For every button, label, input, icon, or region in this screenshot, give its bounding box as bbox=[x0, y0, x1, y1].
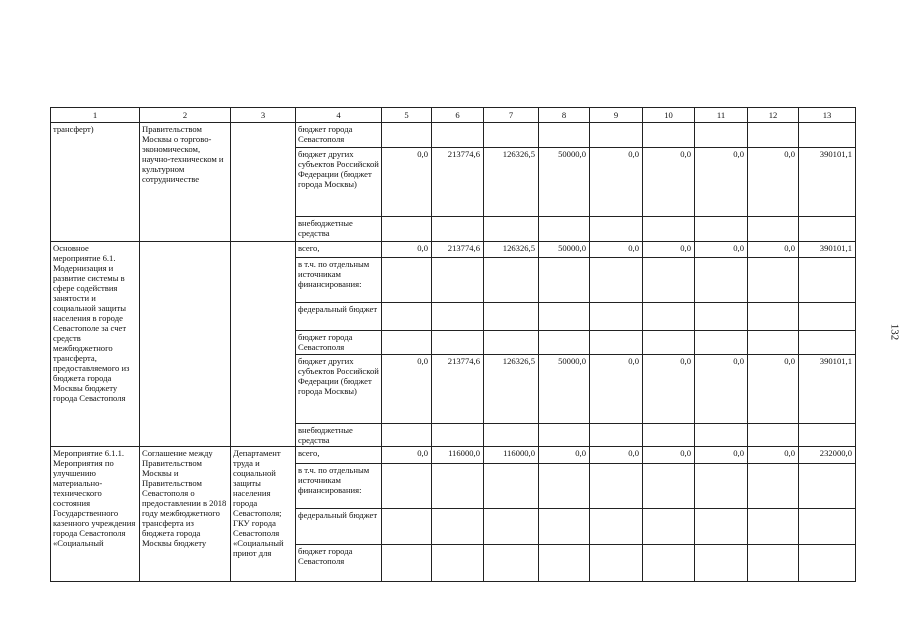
header-cell: 10 bbox=[643, 108, 695, 123]
value-cell bbox=[432, 331, 484, 354]
funding-source-cell: в т.ч. по отдельным источникам финансирования: bbox=[296, 257, 382, 302]
value-cell: 0,0 bbox=[748, 354, 799, 423]
value-cell bbox=[590, 331, 643, 354]
value-cell: 390101,1 bbox=[799, 147, 856, 216]
value-cell: 0,0 bbox=[643, 241, 695, 257]
value-cell bbox=[748, 217, 799, 241]
value-cell: 390101,1 bbox=[799, 354, 856, 423]
value-cell bbox=[382, 545, 432, 582]
value-cell bbox=[799, 508, 856, 545]
value-cell bbox=[539, 302, 590, 331]
basis-cell: Соглашение между Правительством Москвы и Правительством Севастополя о предоставлении в 2018 году межбюджетного трансферта из бюджета города Москвы бюджету bbox=[140, 447, 231, 582]
value-cell: 0,0 bbox=[643, 354, 695, 423]
value-cell bbox=[484, 545, 539, 582]
value-cell: 0,0 bbox=[695, 447, 748, 463]
value-cell bbox=[643, 217, 695, 241]
value-cell bbox=[643, 423, 695, 446]
value-cell bbox=[432, 257, 484, 302]
value-cell bbox=[643, 302, 695, 331]
value-cell: 50000,0 bbox=[539, 354, 590, 423]
funding-source-cell: бюджет города Севастополя bbox=[296, 545, 382, 582]
value-cell bbox=[748, 463, 799, 508]
value-cell bbox=[590, 257, 643, 302]
value-cell bbox=[432, 463, 484, 508]
value-cell: 0,0 bbox=[590, 354, 643, 423]
funding-source-cell: всего, bbox=[296, 447, 382, 463]
value-cell: 0,0 bbox=[748, 147, 799, 216]
value-cell bbox=[539, 257, 590, 302]
value-cell bbox=[382, 463, 432, 508]
value-cell bbox=[382, 302, 432, 331]
value-cell: 213774,6 bbox=[432, 147, 484, 216]
funding-source-cell: федеральный бюджет bbox=[296, 508, 382, 545]
value-cell: 0,0 bbox=[382, 147, 432, 216]
basis-cell bbox=[140, 241, 231, 447]
value-cell bbox=[748, 257, 799, 302]
activity-name-cell: Основное мероприятие 6.1. Модернизация и развитие системы в сфере содействия занятости и социальной защиты населения в городе Севастополе за счет средств межбюджетного трансферта, предоставляемого из бюджета города Москвы бюджету города Севастополя bbox=[51, 241, 140, 447]
value-cell bbox=[643, 331, 695, 354]
value-cell: 232000,0 bbox=[799, 447, 856, 463]
value-cell bbox=[695, 545, 748, 582]
value-cell: 126326,5 bbox=[484, 241, 539, 257]
value-cell bbox=[432, 302, 484, 331]
value-cell: 0,0 bbox=[695, 147, 748, 216]
value-cell bbox=[695, 302, 748, 331]
value-cell bbox=[432, 508, 484, 545]
table-row bbox=[51, 447, 856, 463]
value-cell bbox=[748, 331, 799, 354]
value-cell bbox=[590, 302, 643, 331]
value-cell bbox=[695, 331, 748, 354]
activity-name-cell: трансферт) bbox=[51, 123, 140, 241]
value-cell: 50000,0 bbox=[539, 241, 590, 257]
value-cell bbox=[643, 123, 695, 147]
value-cell bbox=[695, 463, 748, 508]
funding-source-cell: бюджет других субъектов Российской Федерации (бюджет города Москвы) bbox=[296, 354, 382, 423]
value-cell bbox=[432, 217, 484, 241]
value-cell bbox=[432, 123, 484, 147]
value-cell: 213774,6 bbox=[432, 241, 484, 257]
value-cell bbox=[695, 123, 748, 147]
executor-cell bbox=[231, 241, 296, 447]
funding-source-cell: бюджет других субъектов Российской Федерации (бюджет города Москвы) bbox=[296, 147, 382, 216]
value-cell bbox=[484, 331, 539, 354]
header-cell: 8 bbox=[539, 108, 590, 123]
value-cell bbox=[539, 463, 590, 508]
value-cell: 0,0 bbox=[382, 354, 432, 423]
value-cell bbox=[484, 123, 539, 147]
value-cell: 126326,5 bbox=[484, 147, 539, 216]
funding-source-cell: бюджет города Севастополя bbox=[296, 331, 382, 354]
value-cell bbox=[484, 257, 539, 302]
value-cell: 126326,5 bbox=[484, 354, 539, 423]
value-cell bbox=[539, 508, 590, 545]
value-cell bbox=[695, 217, 748, 241]
value-cell bbox=[539, 331, 590, 354]
value-cell bbox=[382, 508, 432, 545]
funding-source-cell: всего, bbox=[296, 241, 382, 257]
value-cell bbox=[590, 423, 643, 446]
value-cell: 0,0 bbox=[590, 147, 643, 216]
value-cell bbox=[748, 123, 799, 147]
value-cell bbox=[748, 545, 799, 582]
value-cell bbox=[484, 423, 539, 446]
funding-source-cell: бюджет города Севастополя bbox=[296, 123, 382, 147]
value-cell bbox=[799, 545, 856, 582]
header-cell: 4 bbox=[296, 108, 382, 123]
value-cell bbox=[382, 331, 432, 354]
value-cell bbox=[748, 508, 799, 545]
value-cell bbox=[484, 463, 539, 508]
value-cell bbox=[799, 463, 856, 508]
value-cell: 213774,6 bbox=[432, 354, 484, 423]
value-cell bbox=[799, 331, 856, 354]
value-cell bbox=[590, 463, 643, 508]
value-cell bbox=[432, 545, 484, 582]
value-cell bbox=[695, 423, 748, 446]
value-cell: 0,0 bbox=[643, 447, 695, 463]
value-cell bbox=[799, 123, 856, 147]
value-cell: 0,0 bbox=[590, 447, 643, 463]
header-cell: 11 bbox=[695, 108, 748, 123]
value-cell bbox=[799, 423, 856, 446]
value-cell bbox=[695, 508, 748, 545]
value-cell bbox=[748, 423, 799, 446]
table-row bbox=[51, 123, 856, 147]
value-cell bbox=[382, 123, 432, 147]
value-cell bbox=[590, 217, 643, 241]
value-cell: 0,0 bbox=[382, 241, 432, 257]
funding-source-cell: в т.ч. по отдельным источникам финансирования: bbox=[296, 463, 382, 508]
executor-cell bbox=[231, 123, 296, 241]
value-cell bbox=[382, 217, 432, 241]
value-cell bbox=[643, 545, 695, 582]
value-cell: 0,0 bbox=[382, 447, 432, 463]
value-cell bbox=[695, 257, 748, 302]
header-cell: 1 bbox=[51, 108, 140, 123]
value-cell: 0,0 bbox=[643, 147, 695, 216]
funding-source-cell: внебюджетные средства bbox=[296, 217, 382, 241]
value-cell bbox=[643, 463, 695, 508]
value-cell: 390101,1 bbox=[799, 241, 856, 257]
header-cell: 5 bbox=[382, 108, 432, 123]
value-cell bbox=[484, 217, 539, 241]
basis-cell: Правительством Москвы о торгово-экономическом, научно-техническом и культурном сотрудничестве bbox=[140, 123, 231, 241]
table-row bbox=[51, 241, 856, 257]
value-cell bbox=[643, 508, 695, 545]
page-number: 132 bbox=[888, 323, 901, 341]
header-cell: 6 bbox=[432, 108, 484, 123]
value-cell: 0,0 bbox=[695, 354, 748, 423]
header-cell: 13 bbox=[799, 108, 856, 123]
value-cell bbox=[799, 302, 856, 331]
header-cell: 2 bbox=[140, 108, 231, 123]
value-cell: 0,0 bbox=[539, 447, 590, 463]
funding-source-cell: федеральный бюджет bbox=[296, 302, 382, 331]
header-cell: 9 bbox=[590, 108, 643, 123]
header-cell: 12 bbox=[748, 108, 799, 123]
value-cell bbox=[539, 217, 590, 241]
value-cell: 116000,0 bbox=[484, 447, 539, 463]
value-cell bbox=[382, 257, 432, 302]
value-cell bbox=[539, 123, 590, 147]
executor-cell: Департамент труда и социальной защиты населения города Севастополя; ГКУ города Севастополя «Социальный приют для bbox=[231, 447, 296, 582]
activity-name-cell: Мероприятие 6.1.1. Мероприятия по улучшению материально-технического состояния Государственного казенного учреждения города Севастополя «Социальный bbox=[51, 447, 140, 582]
value-cell bbox=[484, 302, 539, 331]
value-cell bbox=[484, 508, 539, 545]
funding-table bbox=[50, 107, 856, 582]
value-cell bbox=[799, 217, 856, 241]
funding-source-cell: внебюджетные средства bbox=[296, 423, 382, 446]
value-cell: 0,0 bbox=[748, 447, 799, 463]
value-cell bbox=[748, 302, 799, 331]
value-cell: 0,0 bbox=[590, 241, 643, 257]
value-cell bbox=[799, 257, 856, 302]
value-cell bbox=[382, 423, 432, 446]
value-cell bbox=[590, 508, 643, 545]
value-cell: 116000,0 bbox=[432, 447, 484, 463]
header-row bbox=[51, 108, 856, 123]
value-cell bbox=[539, 423, 590, 446]
header-cell: 7 bbox=[484, 108, 539, 123]
value-cell: 50000,0 bbox=[539, 147, 590, 216]
value-cell bbox=[539, 545, 590, 582]
value-cell bbox=[590, 545, 643, 582]
value-cell bbox=[432, 423, 484, 446]
header-cell: 3 bbox=[231, 108, 296, 123]
value-cell: 0,0 bbox=[748, 241, 799, 257]
value-cell bbox=[590, 123, 643, 147]
value-cell bbox=[643, 257, 695, 302]
value-cell: 0,0 bbox=[695, 241, 748, 257]
